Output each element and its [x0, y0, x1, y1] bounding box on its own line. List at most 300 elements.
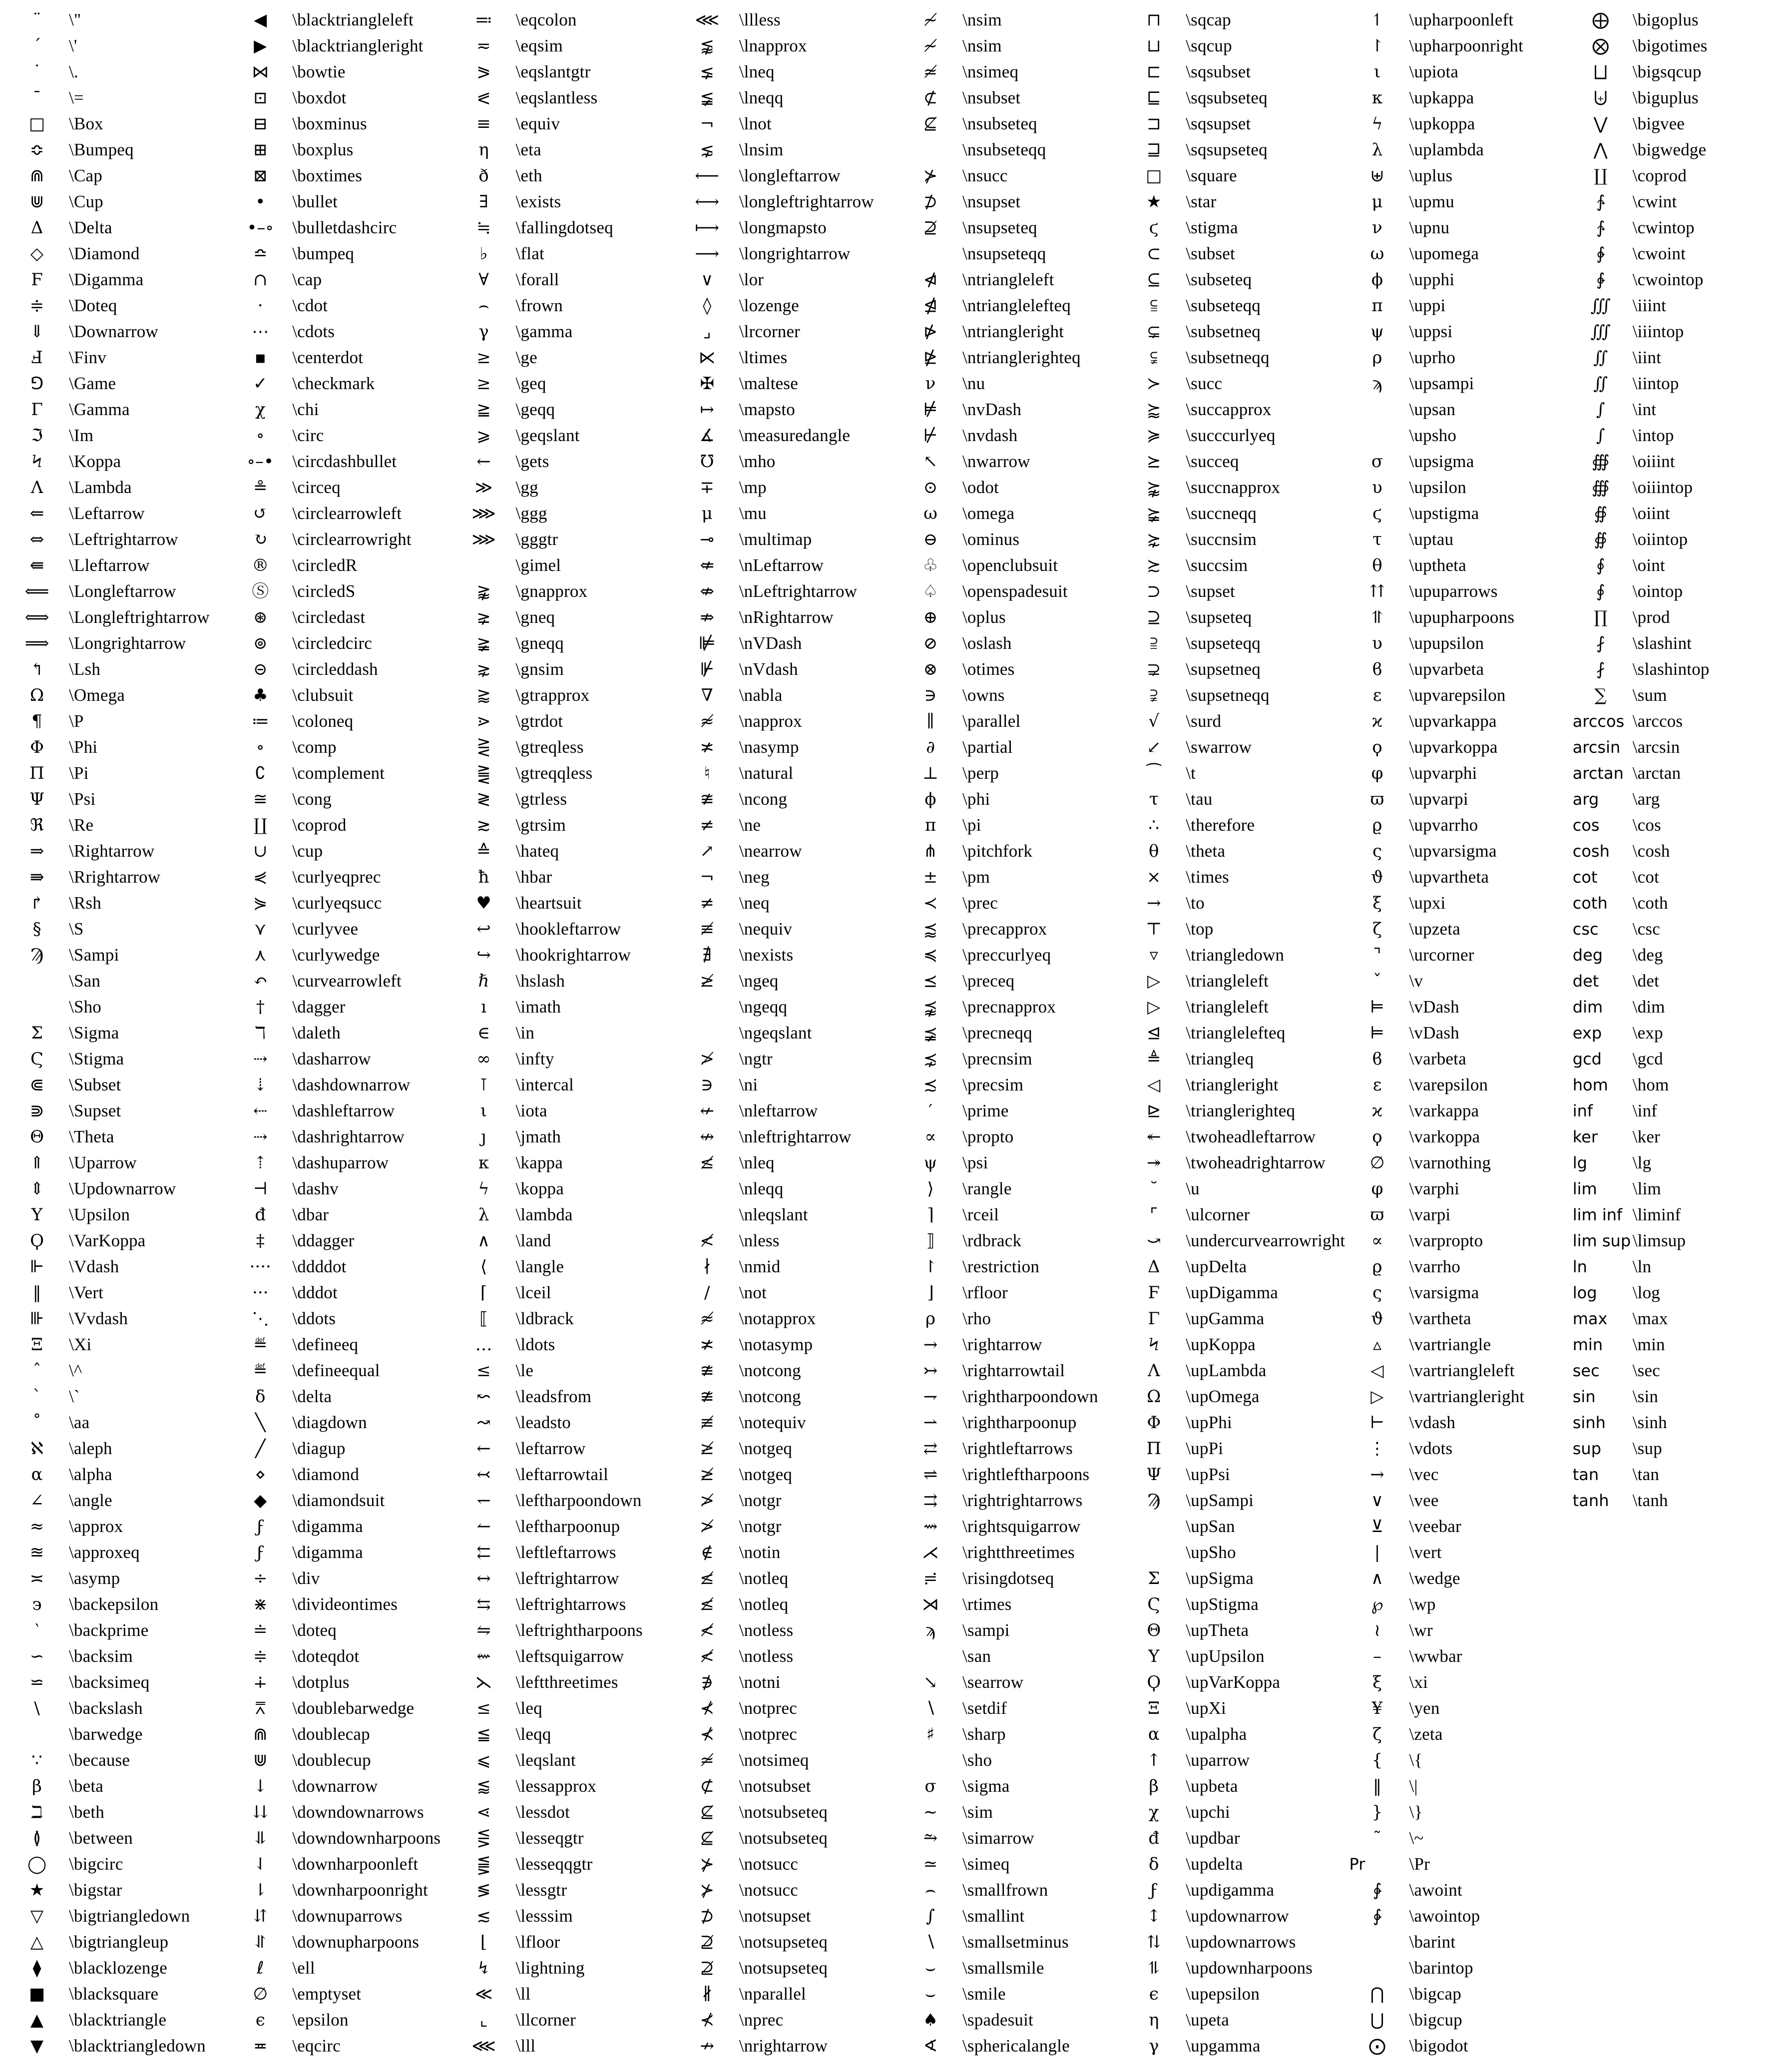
symbol-row: [228, 1280, 451, 1306]
symbol-row: [898, 319, 1122, 345]
symbol-row: [5, 682, 228, 708]
command-label: \circeq: [292, 478, 341, 497]
command-label: \rightleftarrows: [962, 1439, 1073, 1458]
command-label: \varnothing: [1409, 1153, 1491, 1172]
symbol-row: [1569, 1358, 1792, 1384]
symbol-glyph: ≭: [700, 737, 714, 757]
command-label: \lesseqgtr: [515, 1828, 584, 1848]
symbol-glyph: ∫: [1596, 426, 1605, 446]
command-label: \leftrightarrow: [515, 1568, 619, 1588]
symbol-glyph: □: [1146, 166, 1162, 186]
command-label: \triangleleft: [1186, 971, 1269, 991]
symbol-row: [1122, 1202, 1345, 1228]
command-label: \Doteq: [69, 296, 117, 315]
command-label: \varrho: [1409, 1257, 1460, 1276]
symbol-glyph: max: [1572, 1309, 1608, 1328]
symbol-row: [1345, 1358, 1569, 1384]
command-label: \nmid: [739, 1257, 781, 1276]
command-label: \notsubseteq: [739, 1828, 828, 1848]
symbol-glyph: ⇵: [253, 1906, 268, 1926]
symbol-glyph: Θ: [30, 1127, 44, 1147]
command-label: \Rsh: [69, 893, 101, 913]
symbol-glyph: ∲: [1596, 270, 1605, 290]
symbol-row: [898, 734, 1122, 760]
symbol-glyph: ♮: [704, 763, 710, 783]
symbol-row: [1345, 475, 1569, 501]
command-label: \Longrightarrow: [69, 633, 186, 653]
symbol-row: [228, 760, 451, 786]
command-label: \precneqq: [962, 1023, 1032, 1042]
symbol-row: [1569, 449, 1792, 475]
command-label: \supset: [1186, 581, 1235, 601]
command-label: \ulcorner: [1186, 1205, 1250, 1224]
symbol-glyph: ▷: [1147, 997, 1161, 1017]
symbol-row: [675, 578, 898, 604]
command-label: \max: [1632, 1309, 1668, 1328]
symbol-glyph: ⟷: [695, 192, 720, 212]
command-label: \nsim: [962, 10, 1002, 29]
command-label: \smallsmile: [962, 1958, 1044, 1978]
symbol-glyph: ⊈: [923, 114, 938, 134]
symbol-row: [452, 1929, 675, 1955]
symbol-row: [1345, 656, 1569, 682]
command-label: \~: [1409, 1828, 1424, 1848]
command-label: \star: [1186, 192, 1217, 211]
symbol-glyph: ◁: [1147, 1075, 1161, 1095]
symbol-glyph: ⇏: [700, 607, 714, 627]
command-label: \sin: [1632, 1387, 1659, 1406]
symbol-glyph: ⊛: [253, 607, 268, 627]
symbol-glyph: Π: [29, 763, 44, 783]
symbol-glyph: μ: [1371, 192, 1383, 212]
symbol-row: [675, 1591, 898, 1617]
command-label: \bigstar: [69, 1880, 122, 1900]
symbol-row: [1569, 371, 1792, 397]
symbol-row: [675, 604, 898, 630]
command-label: \psi: [962, 1153, 988, 1172]
symbol-glyph: ⇆: [476, 1594, 491, 1614]
symbol-row: [898, 812, 1122, 838]
symbol-row: [452, 1981, 675, 2007]
symbol-row: [1569, 1384, 1792, 1410]
symbol-glyph: ⊗: [923, 659, 938, 679]
command-label: \ell: [292, 1958, 315, 1978]
command-label: \sphericalangle: [962, 2036, 1070, 2056]
symbol-glyph: ∩: [253, 270, 268, 290]
command-label: \coloneq: [292, 711, 354, 731]
symbol-row: [675, 1669, 898, 1695]
symbol-glyph: ⇜: [476, 1646, 491, 1666]
symbol-glyph: ∲: [1596, 244, 1605, 264]
symbol-row: [5, 1617, 228, 1643]
command-label: \llcorner: [515, 2010, 576, 2030]
symbol-glyph: ♤: [922, 581, 938, 601]
symbol-glyph: ✓: [253, 374, 268, 394]
symbol-glyph: ↘: [923, 1672, 938, 1692]
command-label: \notgeq: [739, 1465, 793, 1484]
symbol-row: [1122, 1929, 1345, 1955]
symbol-glyph: ⌟: [703, 322, 711, 342]
command-label: \cosh: [1632, 841, 1670, 861]
command-label: \nRightarrow: [739, 607, 834, 627]
symbol-row: [675, 1176, 898, 1202]
command-label: \cos: [1632, 815, 1661, 835]
symbol-glyph: π: [924, 815, 936, 835]
symbol-glyph: ϙ: [1372, 1127, 1382, 1147]
command-label: \downdownarrows: [292, 1802, 424, 1822]
symbol-glyph: Δ: [30, 218, 43, 238]
symbol-column-3: [452, 7, 675, 2059]
symbol-row: [675, 1825, 898, 1851]
symbol-row: [898, 1384, 1122, 1410]
symbol-glyph: §: [32, 919, 41, 939]
symbol-row: [898, 241, 1122, 267]
command-label: \Delta: [69, 218, 112, 237]
symbol-glyph: ⩽: [476, 1750, 491, 1770]
symbol-glyph: ⪺: [1147, 478, 1161, 498]
symbol-glyph: ∯: [1594, 504, 1608, 523]
symbol-glyph: ≷: [476, 789, 491, 809]
symbol-glyph: ˆ: [32, 1361, 41, 1381]
command-label: \imath: [515, 997, 561, 1017]
command-label: \gg: [515, 478, 538, 497]
command-label: \notapprox: [739, 1309, 816, 1328]
command-label: \iint: [1632, 348, 1662, 367]
command-label: \sqsubset: [1186, 62, 1251, 81]
symbol-glyph: ϝ: [256, 1543, 265, 1562]
symbol-row: [1122, 1955, 1345, 1981]
symbol-glyph: δ: [1149, 1854, 1159, 1874]
command-label: \inf: [1632, 1101, 1658, 1120]
symbol-glyph: ⇉: [923, 1491, 938, 1511]
symbol-row: [1345, 1591, 1569, 1617]
command-label: \dim: [1632, 997, 1665, 1017]
symbol-glyph: ≝: [253, 1335, 268, 1355]
symbol-row: [5, 1228, 228, 1254]
command-label: \barintop: [1409, 1958, 1473, 1978]
symbol-glyph: tanh: [1572, 1491, 1609, 1510]
symbol-row: [5, 1877, 228, 1903]
symbol-glyph: ⋨: [923, 1049, 938, 1069]
symbol-row: [1345, 1072, 1569, 1098]
command-label: \cdots: [292, 322, 335, 341]
command-label: \circledS: [292, 581, 356, 601]
command-label: \nsupset: [962, 192, 1021, 211]
symbol-row: [452, 423, 675, 449]
symbol-row: [452, 293, 675, 319]
symbol-glyph: ι: [480, 1101, 487, 1121]
symbol-glyph: ⊑: [1146, 88, 1161, 108]
symbol-glyph: ⊄: [923, 88, 938, 108]
command-label: \upvarsigma: [1409, 841, 1497, 861]
symbol-row: [5, 916, 228, 942]
symbol-row: [452, 1669, 675, 1695]
symbol-glyph: ≮: [700, 1620, 714, 1640]
symbol-glyph: β: [1149, 1776, 1159, 1796]
command-label: \cwint: [1632, 192, 1677, 211]
symbol-glyph: ⊝: [253, 659, 268, 679]
symbol-row: [1122, 812, 1345, 838]
symbol-glyph: ◯: [27, 1854, 47, 1874]
symbol-row: [452, 501, 675, 526]
symbol-glyph: ⇊: [253, 1802, 268, 1822]
symbol-glyph: Σ: [30, 1023, 43, 1043]
symbol-row: [452, 1020, 675, 1046]
symbol-glyph: ⋏: [254, 945, 267, 965]
command-label: \gneqq: [515, 633, 564, 653]
symbol-row: [675, 111, 898, 137]
symbol-row: [1122, 552, 1345, 578]
symbol-row: [898, 1825, 1122, 1851]
symbol-glyph: arctan: [1572, 764, 1624, 783]
symbol-row: [228, 2007, 451, 2033]
symbol-glyph: ϱ: [1372, 815, 1382, 835]
symbol-glyph: ⋎: [254, 919, 267, 939]
symbol-glyph: ℸ: [255, 1023, 266, 1043]
symbol-row: [1345, 137, 1569, 163]
symbol-glyph: ∱: [1596, 192, 1605, 212]
symbol-row: [452, 1332, 675, 1358]
symbol-glyph: ↩: [476, 919, 491, 939]
symbol-glyph: ⇒: [29, 841, 44, 861]
command-label: \ll: [515, 1984, 531, 2004]
symbol-row: [1122, 267, 1345, 293]
symbol-row: [228, 1903, 451, 1929]
command-label: \Rrightarrow: [69, 867, 161, 887]
symbol-row: [898, 293, 1122, 319]
symbol-glyph: φ: [1371, 1179, 1383, 1199]
symbol-glyph: ˚: [32, 1413, 41, 1433]
command-label: \upnu: [1409, 218, 1450, 237]
symbol-glyph: ★: [29, 1880, 45, 1900]
symbol-row: [898, 942, 1122, 968]
command-label: \rangle: [962, 1179, 1012, 1198]
symbol-glyph: ⊅: [923, 192, 938, 212]
symbol-glyph: π: [1371, 296, 1383, 316]
command-label: \upepsilon: [1186, 1984, 1260, 2004]
command-label: \nleqq: [739, 1179, 784, 1198]
command-label: \cwoint: [1632, 244, 1686, 263]
symbol-row: [452, 1514, 675, 1540]
symbol-row: [1345, 838, 1569, 864]
symbol-row: [5, 552, 228, 578]
symbol-glyph: ⊞: [253, 140, 268, 160]
symbol-row: [1122, 2033, 1345, 2059]
symbol-row: [1122, 786, 1345, 812]
symbol-row: [5, 1903, 228, 1929]
command-label: \csc: [1632, 919, 1660, 939]
symbol-glyph: ⊉: [700, 1958, 714, 1978]
command-label: \upvarbeta: [1409, 659, 1484, 679]
symbol-glyph: ⫅: [1150, 296, 1158, 316]
symbol-row: [1122, 1072, 1345, 1098]
command-label: \iiint: [1632, 296, 1667, 315]
command-label: \hookleftarrow: [515, 919, 621, 939]
command-label: \openclubsuit: [962, 555, 1058, 575]
symbol-row: [675, 1254, 898, 1280]
symbol-glyph: ≏: [253, 244, 268, 264]
symbol-glyph: •: [255, 192, 266, 212]
symbol-glyph: ≇: [700, 1361, 714, 1381]
command-label: \varpi: [1409, 1205, 1451, 1224]
command-label: \leftarrow: [515, 1439, 586, 1458]
symbol-row: [1569, 1462, 1792, 1488]
command-label: \aa: [69, 1413, 90, 1432]
symbol-row: [452, 1799, 675, 1825]
command-label: \curlyvee: [292, 919, 359, 939]
symbol-glyph: ≬: [33, 1828, 41, 1848]
symbol-glyph: ⪹: [923, 997, 938, 1017]
symbol-row: [675, 1565, 898, 1591]
symbol-glyph: ⊄: [700, 1776, 714, 1796]
command-label: \bigwedge: [1632, 140, 1707, 159]
command-label: \vee: [1409, 1491, 1439, 1510]
command-label: \awoint: [1409, 1880, 1462, 1900]
command-label: \frown: [515, 296, 563, 315]
symbol-row: [675, 1981, 898, 2007]
symbol-glyph: ∧: [477, 1231, 490, 1251]
command-label: \forall: [515, 270, 559, 289]
command-label: \ngtr: [739, 1049, 773, 1068]
symbol-row: [1345, 630, 1569, 656]
symbol-row: [675, 708, 898, 734]
symbol-row: [898, 786, 1122, 812]
symbol-glyph: ‖: [32, 1283, 41, 1303]
symbol-row: [228, 501, 451, 526]
command-label: \Pr: [1409, 1854, 1430, 1874]
command-label: \circlearrowright: [292, 529, 412, 549]
symbol-glyph: →: [923, 1335, 938, 1355]
command-label: \gggtr: [515, 529, 558, 549]
symbol-glyph: ∀: [478, 270, 489, 290]
symbol-row: [228, 942, 451, 968]
symbol-row: [228, 111, 451, 137]
command-label: \upSigma: [1186, 1568, 1254, 1588]
symbol-glyph: ≓: [923, 1568, 938, 1588]
symbol-row: [898, 1176, 1122, 1202]
symbol-glyph: ∓: [700, 478, 714, 498]
symbol-glyph: ⪷: [923, 919, 938, 939]
command-label: \Im: [69, 426, 94, 445]
symbol-glyph: ϶: [32, 1594, 42, 1614]
symbol-row: [898, 1617, 1122, 1643]
symbol-row: [228, 267, 451, 293]
command-label: \heartsuit: [515, 893, 582, 913]
command-label: \div: [292, 1568, 320, 1588]
symbol-glyph: Ψ: [1146, 1465, 1162, 1485]
symbol-row: [452, 812, 675, 838]
symbol-glyph: ϰ: [1371, 711, 1383, 731]
symbol-row: [452, 1176, 675, 1202]
command-label: \Vvdash: [69, 1309, 128, 1328]
symbol-row: [228, 2033, 451, 2059]
command-label: \upvarkappa: [1409, 711, 1497, 731]
command-label: \curvearrowleft: [292, 971, 402, 991]
command-label: \upxi: [1409, 893, 1446, 913]
symbol-glyph: ϝ: [256, 1517, 265, 1537]
symbol-glyph: ≮: [700, 1231, 714, 1251]
symbol-glyph: ⋁: [1593, 114, 1608, 134]
symbol-row: [452, 864, 675, 890]
symbol-glyph: ħ: [478, 867, 489, 887]
symbol-row: [1345, 1799, 1569, 1825]
symbol-row: [898, 682, 1122, 708]
command-label: \Gamma: [69, 400, 130, 419]
symbol-glyph: \: [34, 1698, 40, 1718]
symbol-glyph: ⤻: [1147, 1231, 1161, 1251]
symbol-row: [452, 1306, 675, 1332]
symbol-row: [1345, 241, 1569, 267]
symbol-glyph: ⪅: [476, 1776, 491, 1796]
symbol-glyph: ⋟: [253, 893, 268, 913]
symbol-glyph: ≢: [700, 1413, 714, 1433]
symbol-row: [1569, 1488, 1792, 1514]
command-label: \blacktriangleright: [292, 36, 424, 55]
command-label: \approxeq: [69, 1543, 140, 1562]
symbol-glyph: ⊇: [1147, 607, 1161, 627]
symbol-row: [5, 1280, 228, 1306]
symbol-glyph: ϕ: [924, 789, 936, 809]
symbol-row: [5, 7, 228, 33]
symbol-row: [1345, 1851, 1569, 1877]
command-label: \complement: [292, 763, 385, 783]
symbol-row: [452, 1540, 675, 1565]
symbol-row: [675, 2033, 898, 2059]
symbol-glyph: ⇝: [923, 1517, 938, 1537]
command-label: \succnapprox: [1186, 478, 1281, 497]
command-label: \preceq: [962, 971, 1015, 991]
symbol-row: [228, 1617, 451, 1643]
symbol-row: [5, 33, 228, 59]
symbol-glyph: đ: [1148, 1828, 1160, 1848]
symbol-row: [1569, 1150, 1792, 1176]
symbol-glyph: ∄: [702, 945, 712, 965]
symbol-glyph: ≃: [923, 1854, 938, 1874]
symbol-glyph: ⋌: [922, 1543, 939, 1562]
symbol-glyph: ⇇: [476, 1543, 491, 1562]
symbol-glyph: η: [1149, 2010, 1159, 2030]
symbol-row: [1569, 994, 1792, 1020]
symbol-row: [898, 890, 1122, 916]
command-label: \biguplus: [1632, 88, 1699, 107]
symbol-row: [228, 85, 451, 111]
command-label: \prec: [962, 893, 998, 913]
symbol-row: [675, 1098, 898, 1124]
symbol-glyph: ⊯: [698, 633, 716, 653]
symbol-glyph: ▷: [1370, 1387, 1384, 1407]
symbol-row: [452, 760, 675, 786]
symbol-row: [5, 994, 228, 1020]
symbol-row: [675, 1020, 898, 1046]
symbol-row: [898, 968, 1122, 994]
command-label: \min: [1632, 1335, 1665, 1354]
symbol-row: [898, 111, 1122, 137]
command-label: \upvarkoppa: [1409, 737, 1498, 757]
symbol-row: [675, 1228, 898, 1254]
command-label: \centerdot: [292, 348, 364, 367]
command-label: \sho: [962, 1750, 992, 1770]
symbol-glyph: ∴: [1148, 815, 1160, 835]
symbol-glyph: ≭: [700, 1335, 714, 1355]
symbol-glyph: ⊁: [700, 1880, 714, 1900]
symbol-glyph: σ: [924, 1776, 936, 1796]
symbol-row: [1345, 371, 1569, 397]
symbol-row: [452, 1565, 675, 1591]
symbol-glyph: hom: [1572, 1075, 1608, 1094]
symbol-glyph: ≥: [476, 374, 491, 394]
command-label: \swarrow: [1186, 737, 1252, 757]
symbol-row: [1122, 189, 1345, 215]
